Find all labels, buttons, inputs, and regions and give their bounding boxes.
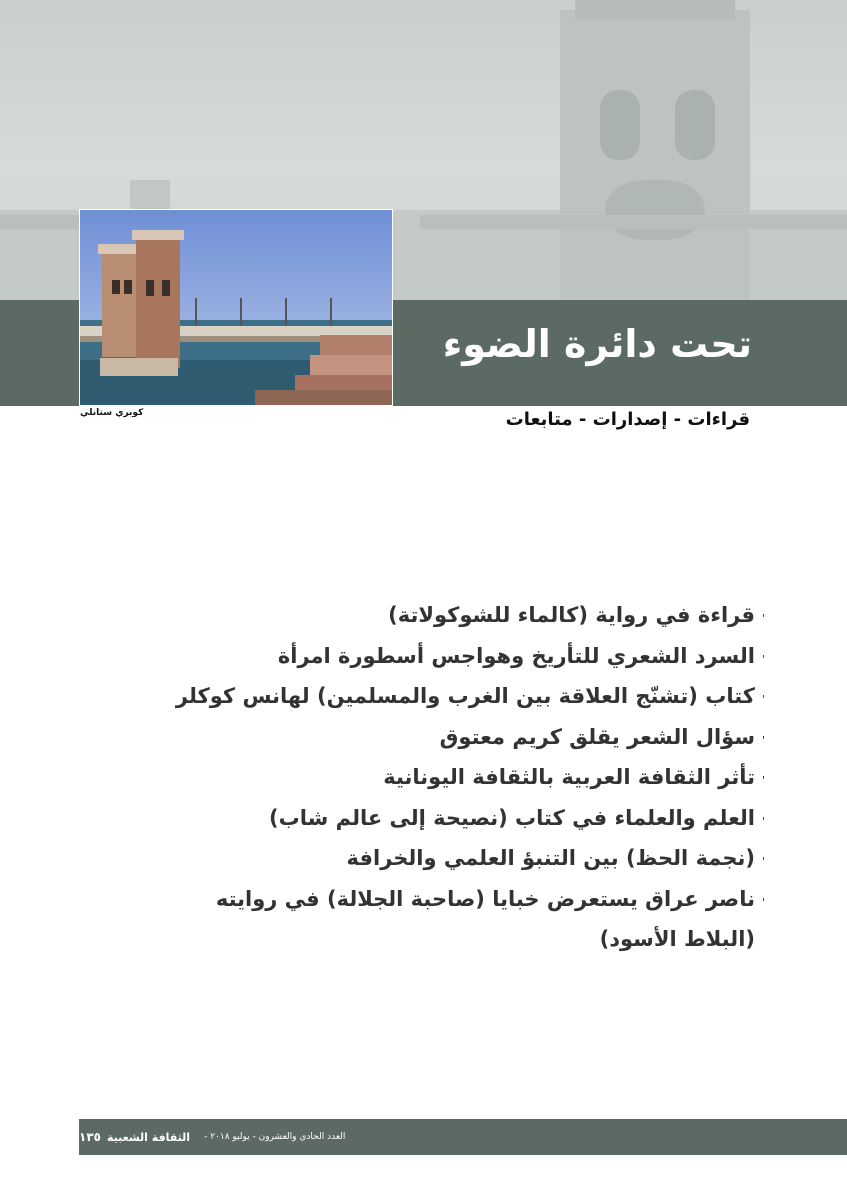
photo-caption: كوبري ستانلي <box>80 408 144 418</box>
toc-item: ' السرد الشعري للتأريخ وهواجس أسطورة امرأة <box>145 636 765 677</box>
toc-item: ' قراءة في رواية (كالماء للشوكولاتة) <box>145 595 765 636</box>
bullet-mark: ' <box>761 774 765 787</box>
bullet-mark: ' <box>761 855 765 868</box>
bullet-mark: ' <box>761 693 765 706</box>
toc-item: ' العلم والعلماء في كتاب (نصيحة إلى عالم شاب) <box>145 798 765 839</box>
toc-item: ' تأثر الثقافة العربية بالثقافة اليونانية <box>145 757 765 798</box>
bullet-mark: ' <box>761 612 765 625</box>
section-subtitle: قراءات - إصدارات - متابعات <box>505 409 750 430</box>
toc-item: ' كتاب (تشنّج العلاقة بين الغرب والمسلمين) لهانس كوكلر <box>145 676 765 717</box>
page-footer <box>79 1119 847 1155</box>
toc-item: ' سؤال الشعر يقلق كريم معتوق <box>145 717 765 758</box>
toc-item: ' (نجمة الحظ) بين التنبؤ العلمي والخرافة <box>145 838 765 879</box>
issue-info: العدد الحادي والعشرون - يوليو ٢٠١٨ - <box>204 1132 346 1142</box>
stanley-bridge-photo <box>79 209 393 406</box>
page-number: ١٣٥ <box>79 1130 101 1144</box>
magazine-name: الثقافة الشعبية <box>106 1130 191 1144</box>
toc-item: ' ناصر عراق يستعرض خبايا (صاحبة الجلالة) في روايته (البلاط الأسود) <box>145 879 765 960</box>
table-of-contents <box>145 595 765 960</box>
bullet-mark: ' <box>761 652 765 666</box>
bullet-mark: ' <box>761 895 765 909</box>
section-title: تحت دائرة الضوء <box>442 322 752 366</box>
bullet-mark: ' <box>761 814 765 828</box>
bullet-mark: ' <box>761 733 765 747</box>
